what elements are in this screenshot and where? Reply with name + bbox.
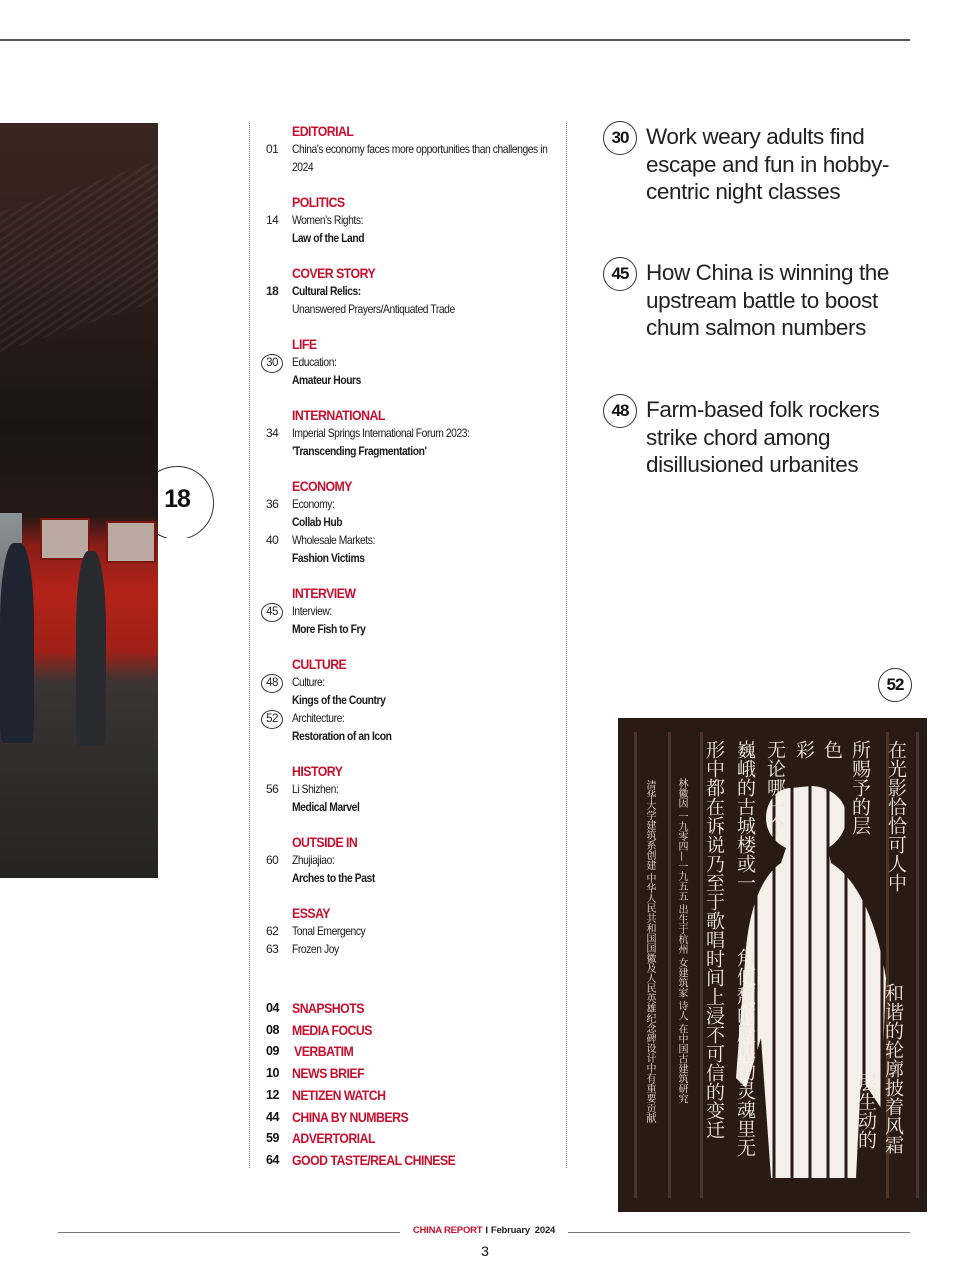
entry-page-circled [262, 353, 292, 373]
section-title: POLITICS [292, 194, 345, 210]
highlight-page-badge: 45 [603, 257, 637, 291]
highlight-line: Work weary adults find [646, 124, 865, 149]
toc-section-outside-in [262, 833, 562, 887]
calligraphy-column: 所赐予的层 [849, 740, 871, 835]
entry-page-circled [262, 602, 292, 622]
entry-subtitle: China's economy faces more opportunities than challenges in 2024 [292, 142, 548, 174]
entry-page-circled [262, 673, 292, 693]
entry-subtitle: Education: [292, 355, 337, 369]
entry-page: 63 [266, 942, 279, 956]
department-page: 08 [266, 1022, 279, 1037]
entry-title: Collab Hub [292, 515, 343, 529]
footer-brand: CHINA REPORT [412, 1225, 483, 1236]
toc-section-culture [262, 655, 562, 745]
toc-section-interview [262, 584, 562, 638]
entry-page: 52 [261, 710, 283, 729]
section-title: LIFE [292, 336, 317, 352]
entry-title: Fashion Victims [292, 551, 365, 565]
departments-list [262, 998, 562, 1172]
section-title: HISTORY [292, 763, 343, 779]
section-title: ECONOMY [292, 478, 352, 494]
footer-rule [568, 1232, 910, 1233]
toc-section-essay [262, 904, 562, 958]
section-title: COVER STORY [292, 265, 376, 281]
footer-separator: I [485, 1225, 488, 1236]
highlight-text [646, 396, 879, 479]
highlight-line: centric night classes [646, 179, 841, 204]
entry-subtitle: Women's Rights: [292, 213, 364, 227]
department-page: 04 [266, 1001, 279, 1015]
toc-section-international [262, 406, 562, 460]
highlight-item[interactable] [603, 396, 923, 479]
calligraphy-column: 在光影恰恰可人中 [885, 740, 907, 892]
department-item[interactable] [262, 1107, 562, 1129]
page-badge-mask [158, 466, 214, 538]
calligraphy-column: 形中都在诉说乃至于歌唱时间上浸不可信的变迁 [703, 740, 725, 1139]
entry-page: 30 [261, 354, 283, 373]
toc-entry[interactable] [262, 282, 562, 318]
photo-ceiling [0, 147, 158, 358]
department-label: VERBATIM [294, 1043, 354, 1060]
section-title: EDITORIAL [292, 123, 354, 139]
toc-entry[interactable] [262, 709, 562, 745]
toc-section-politics [262, 193, 562, 247]
entry-page: 60 [266, 853, 279, 867]
entry-page: 56 [266, 782, 279, 796]
section-title: ESSAY [292, 905, 331, 921]
section-title: INTERNATIONAL [292, 407, 385, 423]
highlight-line: How China is winning the [646, 260, 890, 285]
department-page: 10 [266, 1066, 279, 1081]
entry-subtitle: Culture: [292, 675, 325, 689]
department-label: CHINA BY NUMBERS [292, 1108, 409, 1125]
entry-title: Amateur Hours [292, 373, 361, 387]
highlight-text [646, 123, 889, 206]
highlight-line: disillusioned urbanites [646, 452, 859, 477]
screen-slat [668, 732, 671, 1198]
entry-title: More Fish to Fry [292, 622, 366, 636]
toc-entry[interactable] [262, 922, 562, 940]
calligraphy-column: 色 [821, 740, 843, 759]
entry-subtitle: Tonal Emergency [292, 924, 366, 938]
feature-photo-calligraphy-screen [618, 718, 927, 1212]
footer-masthead [400, 1225, 568, 1236]
entry-subtitle: Frozen Joy [292, 942, 339, 956]
entry-subtitle: Wholesale Markets: [292, 533, 375, 547]
department-item[interactable] [262, 1063, 562, 1085]
toc-entry[interactable] [262, 495, 562, 531]
photo-person [76, 551, 106, 746]
photo-person [0, 543, 34, 743]
entry-subtitle: Architecture: [292, 711, 345, 725]
cover-page-badge[interactable] [158, 466, 214, 538]
entry-subtitle: Cultural Relics: [292, 284, 361, 298]
calligraphy-column: 无论哪一个 [764, 740, 786, 835]
entry-page: 48 [261, 674, 283, 693]
toc-entry[interactable] [262, 531, 562, 567]
calligraphy-column: 彩 [793, 740, 815, 759]
department-item[interactable] [262, 1041, 562, 1063]
department-label: SNAPSHOTS [292, 1000, 364, 1016]
page-number: 3 [481, 1243, 489, 1259]
department-item[interactable] [262, 1150, 562, 1172]
screen-slat [634, 732, 637, 1198]
entry-page: 14 [266, 213, 279, 227]
entry-page: 01 [266, 142, 279, 156]
entry-title: 'Transcending Fragmentation' [292, 444, 427, 458]
footer-rule [58, 1232, 400, 1233]
top-rule [0, 39, 910, 41]
entry-subtitle: Interview: [292, 604, 332, 618]
entry-page-circled [262, 709, 292, 729]
entry-subtitle: Economy: [292, 497, 335, 511]
column-divider [249, 123, 250, 1168]
highlight-line: upstream battle to boost [646, 287, 878, 313]
feature-page-badge[interactable]: 52 [878, 668, 912, 702]
toc-entry[interactable] [262, 353, 562, 389]
department-label: GOOD TASTE/REAL CHINESE [292, 1151, 456, 1168]
calligraphy-column: 层生动的 [855, 1073, 877, 1149]
entry-title: Unanswered Prayers/Antiquated Trade [292, 302, 455, 316]
entry-page: 18 [266, 284, 279, 298]
department-label: ADVERTORIAL [292, 1130, 375, 1147]
department-page: 12 [266, 1087, 279, 1102]
section-title: INTERVIEW [292, 585, 356, 601]
entry-title: Law of the Land [292, 231, 365, 245]
highlight-item[interactable] [603, 259, 923, 342]
section-title: CULTURE [292, 656, 347, 672]
section-title: OUTSIDE IN [292, 834, 358, 850]
department-page: 59 [266, 1131, 279, 1146]
calligraphy-caption: 清华大学建筑系创建 中华人民共和国国徽及人民英雄纪念碑设计中有重要贡献 [644, 780, 655, 1124]
column-divider [566, 123, 567, 1168]
department-page: 09 [266, 1044, 279, 1059]
cover-page-number: 18 [164, 485, 190, 513]
department-label: MEDIA FOCUS [292, 1021, 372, 1038]
department-item[interactable] [262, 1128, 562, 1150]
entry-title: Medical Marvel [292, 800, 360, 814]
entry-title: Restoration of an Icon [292, 729, 392, 743]
entry-subtitle: Li Shizhen: [292, 782, 339, 796]
toc-section-life [262, 335, 562, 389]
calligraphy-column: 角倾颓的殿基的灵魂里无 [734, 948, 756, 1157]
toc-entry[interactable] [262, 940, 562, 958]
entry-page: 40 [266, 533, 279, 547]
cover-story-photo [0, 123, 158, 878]
department-item[interactable] [262, 1020, 562, 1042]
toc-entry[interactable] [262, 780, 562, 816]
entry-subtitle: Zhujiajiao: [292, 853, 335, 867]
calligraphy-caption: 林徽因 一九零四—一九五五 出生于杭州 女建筑家 诗人 在中国古建筑研究 [676, 778, 687, 1104]
entry-subtitle: Imperial Springs International Forum 2023: [292, 426, 470, 440]
toc-section-economy [262, 477, 562, 567]
toc-entry[interactable] [262, 140, 562, 176]
entry-page: 45 [261, 603, 283, 622]
toc-entry[interactable] [262, 424, 562, 460]
calligraphy-column: 巍峨的古城楼或一 [734, 740, 756, 892]
highlight-line: escape and fun in hobby- [646, 151, 890, 177]
calligraphy-column: 和谐的轮廓披着风霜 [882, 983, 904, 1154]
toc-entry[interactable] [262, 602, 562, 638]
entry-page: 34 [266, 426, 279, 440]
entry-title: Arches to the Past [292, 871, 375, 885]
highlight-page-badge: 30 [603, 121, 637, 155]
toc-section-history [262, 762, 562, 816]
toc-entry[interactable] [262, 211, 562, 247]
table-of-contents [262, 122, 562, 975]
photo-exhibit-frame [106, 521, 156, 563]
department-page: 64 [266, 1152, 279, 1167]
department-page: 44 [266, 1109, 279, 1124]
entry-title: Kings of the Country [292, 693, 386, 707]
toc-section-editorial [262, 122, 562, 176]
entry-page: 62 [266, 924, 279, 938]
toc-section-cover-story [262, 264, 562, 318]
highlight-item[interactable] [603, 123, 923, 206]
photo-exhibit-frame [40, 518, 90, 560]
department-item[interactable] [262, 1085, 562, 1107]
footer-date: February 2024 [490, 1225, 556, 1236]
toc-entry[interactable] [262, 673, 562, 709]
highlight-line: strike chord among [646, 424, 831, 450]
screen-slat [916, 732, 919, 1198]
department-label: NETIZEN WATCH [292, 1086, 386, 1103]
highlight-line: Farm-based folk rockers [646, 397, 880, 422]
department-item[interactable] [262, 998, 562, 1020]
highlight-text [646, 259, 889, 342]
highlight-line: chum salmon numbers [646, 315, 866, 340]
entry-page: 36 [266, 497, 279, 511]
department-label: NEWS BRIEF [292, 1065, 365, 1082]
toc-entry[interactable] [262, 851, 562, 887]
highlight-page-badge: 48 [603, 394, 637, 428]
